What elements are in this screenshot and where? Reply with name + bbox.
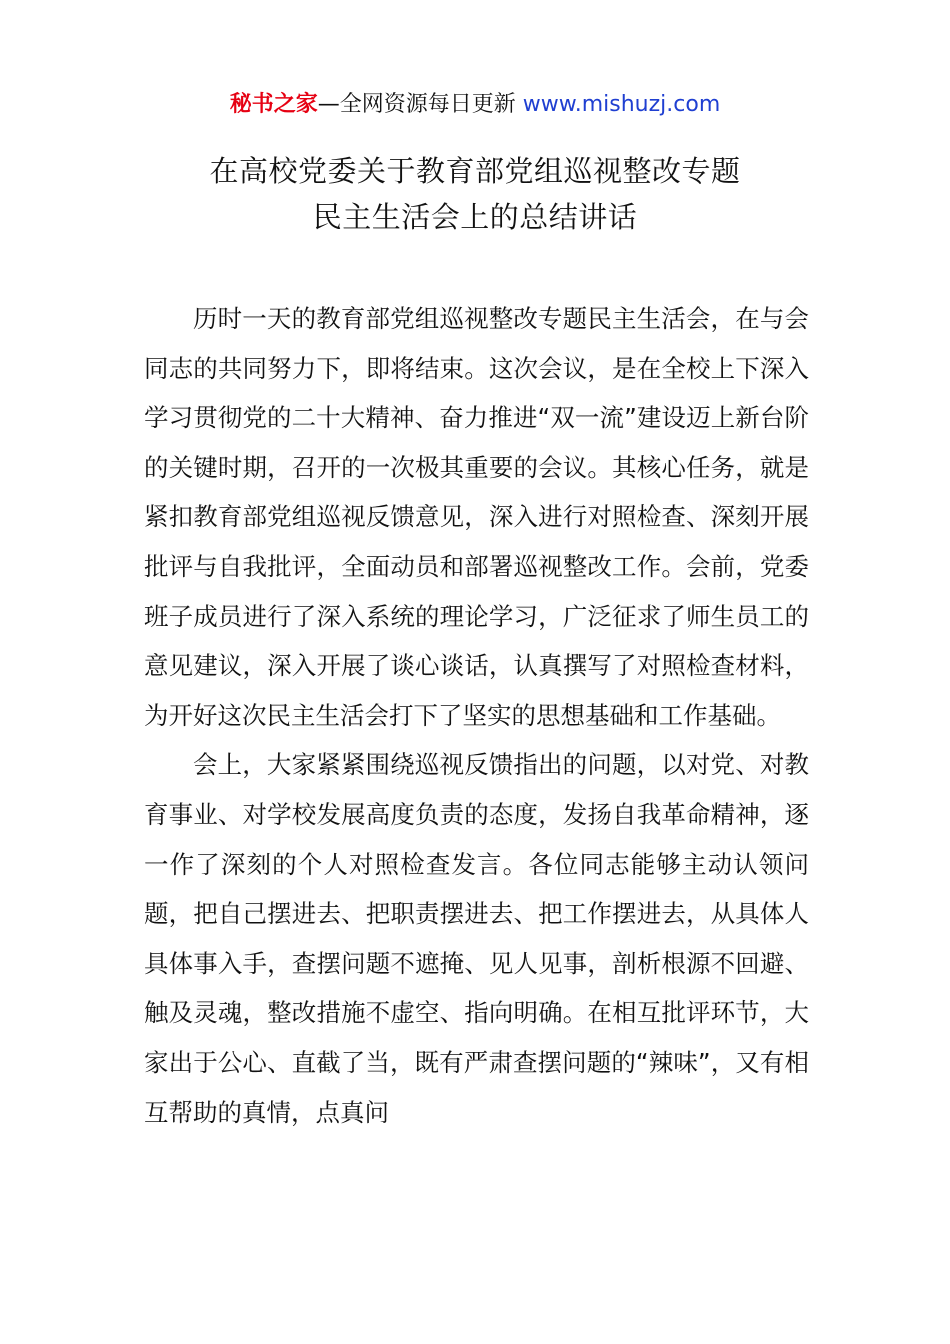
document-title xyxy=(0,148,950,240)
paragraph-2: 会上，大家紧紧围绕巡视反馈指出的问题，以对党、对教育事业、对学校发展高度负责的态度，发扬自我革命精神，逐一作了深刻的个人对照检查发言。各位同志能够主动认领问题，把自己摆进去、把职责摆进去、把工作摆进去，从具体人具体事入手，查摆问题不遮掩、见人见事，剖析根源不回避、触及灵魂，整改措施不虚空、指向明确。在相互批评环节，大家出于公心、直截了当，既有严肃查摆问题的“辣味”，又有相互帮助的真情，点真问 xyxy=(144,750,809,1127)
paragraph-1: 历时一天的教育部党组巡视整改专题民主生活会，在与会同志的共同努力下，即将结束。这次会议，是在全校上下深入学习贯彻党的二十大精神、奋力推进“双一流”建设迈上新台阶的关键时期，召开的一次极其重要的会议。其核心任务，就是紧扣教育部党组巡视反馈意见，深入进行对照检查、深刻开展批评与自我批评，全面动员和部署巡视整改工作。会前，党委班子成员进行了深入系统的理论学习，广泛征求了师生员工的意见建议，深入开展了谈心谈话，认真撰写了对照检查材料，为开好这次民主生活会打下了坚实的思想基础和工作基础。 xyxy=(144,304,809,730)
title-line-2: 民主生活会上的总结讲话 xyxy=(312,200,638,234)
site-header xyxy=(0,88,950,122)
title-line-1: 在高校党委关于教育部党组巡视整改专题 xyxy=(209,154,741,188)
header-tagline: —全网资源每日更新 xyxy=(317,92,523,117)
site-url-link[interactable]: www.mishuzj.com xyxy=(522,92,721,117)
brand-name: 秘书之家 xyxy=(229,92,318,117)
document-body xyxy=(144,294,809,1137)
